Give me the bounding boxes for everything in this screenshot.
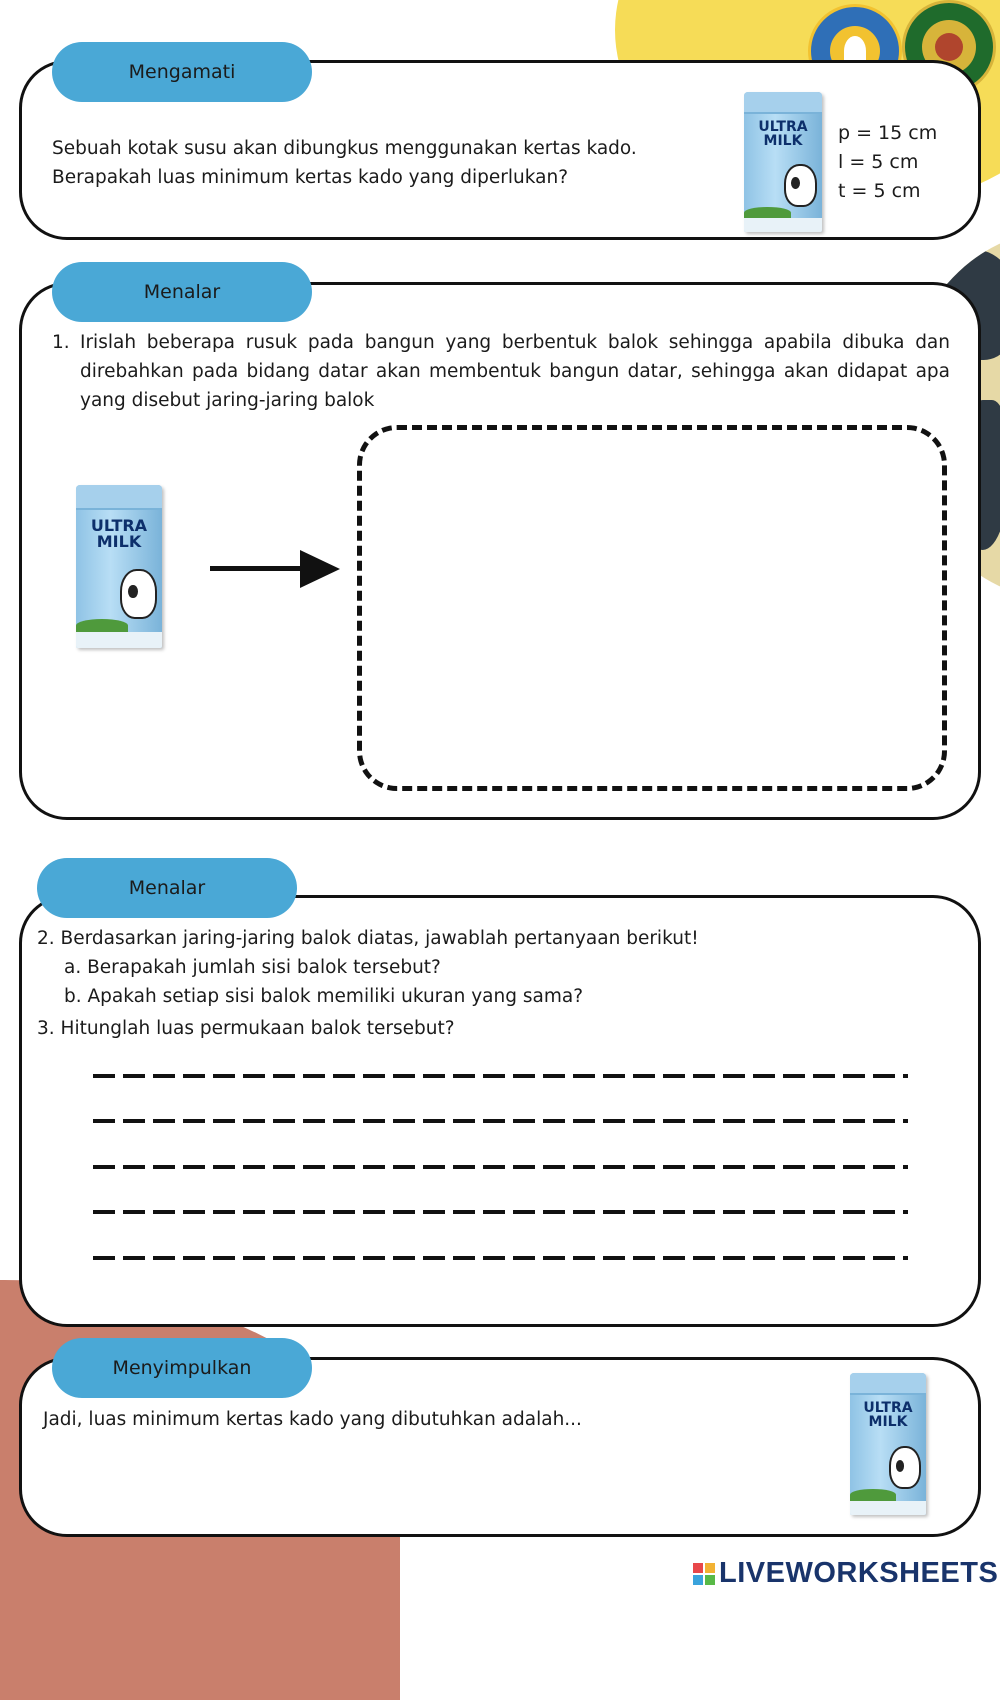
liveworksheets-icon <box>693 1563 715 1585</box>
menyimpulkan-label: Menyimpulkan <box>52 1338 312 1398</box>
dimension-width: l = 5 cm <box>838 151 919 173</box>
question-3: 3. Hitunglah luas permukaan balok tersebut? <box>37 1018 455 1039</box>
milk-carton-image-middle: ULTRA MILK <box>76 485 162 648</box>
answer-line-1[interactable] <box>93 1074 908 1078</box>
milk-carton-image-bottom: ULTRA MILK <box>850 1373 926 1515</box>
liveworksheets-text: LIVEWORKSHEETS <box>719 1557 999 1589</box>
question-2: 2. Berdasarkan jaring-jaring balok diatas, jawablah pertanyaan berikut! <box>37 928 699 949</box>
answer-line-5[interactable] <box>93 1256 908 1260</box>
dimension-length: p = 15 cm <box>838 122 938 144</box>
net-drawing-area[interactable] <box>357 425 947 791</box>
menalar-item1-line3: yang disebut jaring-jaring balok <box>80 390 375 411</box>
mengamati-text-line1: Sebuah kotak susu akan dibungkus menggunakan kertas kado. <box>52 138 637 159</box>
mengamati-label: Mengamati <box>52 42 312 102</box>
menalar-item1-number: 1. <box>52 332 70 353</box>
menalar-item1-line2: direbahkan pada bidang datar akan membentuk bangun datar, sehingga akan didapat apa <box>80 361 950 382</box>
answer-line-3[interactable] <box>93 1165 908 1169</box>
menalar-item1-line1: Irislah beberapa rusuk pada bangun yang berbentuk balok sehingga apabila dibuka dan <box>80 332 950 353</box>
milk-carton-image-top: ULTRA MILK <box>744 92 822 232</box>
liveworksheets-logo <box>693 1557 998 1590</box>
question-2a: a. Berapakah jumlah sisi balok tersebut? <box>64 957 441 978</box>
menalar-label-1: Menalar <box>52 262 312 322</box>
conclusion-text: Jadi, luas minimum kertas kado yang dibutuhkan adalah... <box>43 1409 582 1430</box>
arrow-head-icon <box>300 550 340 588</box>
answer-line-2[interactable] <box>93 1119 908 1123</box>
mengamati-text-line2: Berapakah luas minimum kertas kado yang diperlukan? <box>52 167 569 188</box>
menalar-label-2: Menalar <box>37 858 297 918</box>
dimension-height: t = 5 cm <box>838 180 921 202</box>
answer-line-4[interactable] <box>93 1210 908 1214</box>
question-2b: b. Apakah setiap sisi balok memiliki ukuran yang sama? <box>64 986 584 1007</box>
